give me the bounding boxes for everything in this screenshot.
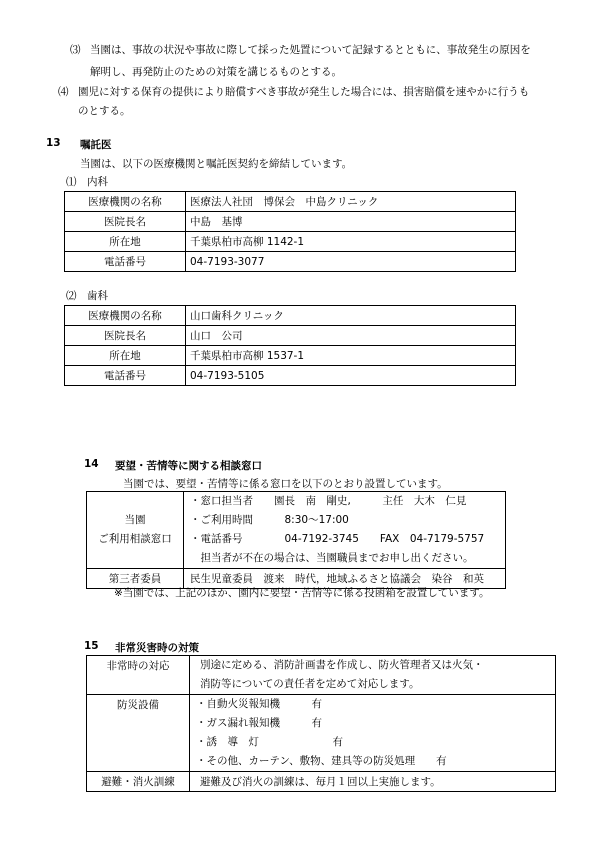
para4-number: ⑷ [58,86,69,98]
section15-title: 非常災害時の対策 [115,642,199,654]
table-row [87,656,556,695]
table-row [65,346,516,366]
dental-heading: ⑵ 歯科 [66,290,108,302]
internal-medicine-heading: ⑴ 内科 [66,176,108,188]
section14-note: ※当園では、上記のほか、園内に要望・苦情等に係る投函箱を設置しています。 [114,587,490,599]
equipment-line: ・ガス漏れ報知機 有 [196,717,322,729]
emergency-table [86,655,556,792]
consultation-table [86,491,506,589]
emergency-line: 消防等についての責任者を定めて対応します。 [200,678,420,690]
section14-number: 14 [84,458,99,470]
row-label: 電話番号 [65,366,186,386]
para4-line2: のとする。 [78,105,131,117]
row-value: 04-7193-3077 [186,252,516,272]
section13-title: 嘱託医 [80,139,112,151]
table-row [87,695,556,772]
row-label: 所在地 [65,232,186,252]
emergency-line: 別途に定める、消防計画書を作成し、防火管理者又は火気・ [200,659,484,671]
section14-intro: 当園では、要望・苦情等に係る窓口を以下のとおり設置しています。 [123,478,448,490]
table-row [65,212,516,232]
row-label: 医院長名 [65,212,186,232]
absence-note-line: 担当者が不在の場合は、当園職員までお申し出ください。 [190,552,474,564]
row-label: 電話番号 [65,252,186,272]
row-label: 避難・消火訓練 [87,772,190,792]
row-value: 医療法人社団 博保会 中島クリニック [186,192,516,212]
row-value: 04-7193-5105 [186,366,516,386]
row-value: 山口 公司 [186,326,516,346]
row-value: 山口歯科クリニック [186,306,516,326]
section15-number: 15 [84,640,99,652]
phone-fax-line: ・電話番号 04-7192-3745 FAX 04-7179-5757 [190,533,485,545]
row-label: 医院長名 [65,326,186,346]
section14-title: 要望・苦情等に関する相談窓口 [115,460,262,472]
table-row [65,366,516,386]
section13-number: 13 [46,137,61,149]
para3-number: ⑶ [70,44,81,56]
table-row [65,306,516,326]
para3-line1: 当園は、事故の状況や事故に際して採った処置について記録するとともに、事故発生の原因を [90,44,531,56]
equipment-line: ・その他、カーテン、敷物、建具等の防災処理 有 [196,755,447,767]
row-value [190,656,556,695]
third-party-value: 民生児童委員 渡来 時代，地域ふるさと協議会 染谷 和英 [184,569,506,589]
row-label: 医療機関の名称 [65,306,186,326]
table-row [87,772,556,792]
table-row [87,492,506,569]
table-row [65,326,516,346]
section13-intro: 当園は、以下の医療機関と嘱託医契約を締結しています。 [80,158,353,170]
row-label: 所在地 [65,346,186,366]
dental-table [64,305,516,386]
window-details [184,492,506,569]
equipment-line: ・誘 導 灯 有 [196,736,343,748]
row-value: 中島 基博 [186,212,516,232]
third-party-label: 第三者委員 [87,569,184,589]
row-label: 医療機関の名称 [65,192,186,212]
row-value: 避難及び消火の訓練は、毎月１回以上実施します。 [190,772,556,792]
window-label-line1: 当園 [124,514,146,526]
table-row [65,252,516,272]
row-value: 千葉県柏市高柳 1537-1 [186,346,516,366]
window-label [87,492,184,569]
row-label: 非常時の対応 [87,656,190,695]
para3-line2: 解明し、再発防止のための対策を講じるものとする。 [90,66,342,78]
para4-line1: 園児に対する保育の提供により賠償すべき事故が発生した場合には、損害賠償を速やかに行うも [78,86,530,98]
internal-medicine-table [64,191,516,272]
hours-line: ・ご利用時間 8:30～17:00 [190,514,349,526]
contact-person-line: ・窓口担当者 園長 南 剛史, 主任 大木 仁見 [190,495,467,507]
row-value: 千葉県柏市高柳 1142-1 [186,232,516,252]
equipment-line: ・自動火災報知機 有 [196,698,322,710]
window-label-line2: ご利用相談窓口 [98,533,172,545]
row-value [190,695,556,772]
table-row [65,192,516,212]
table-row [65,232,516,252]
row-label: 防災設備 [87,695,190,772]
